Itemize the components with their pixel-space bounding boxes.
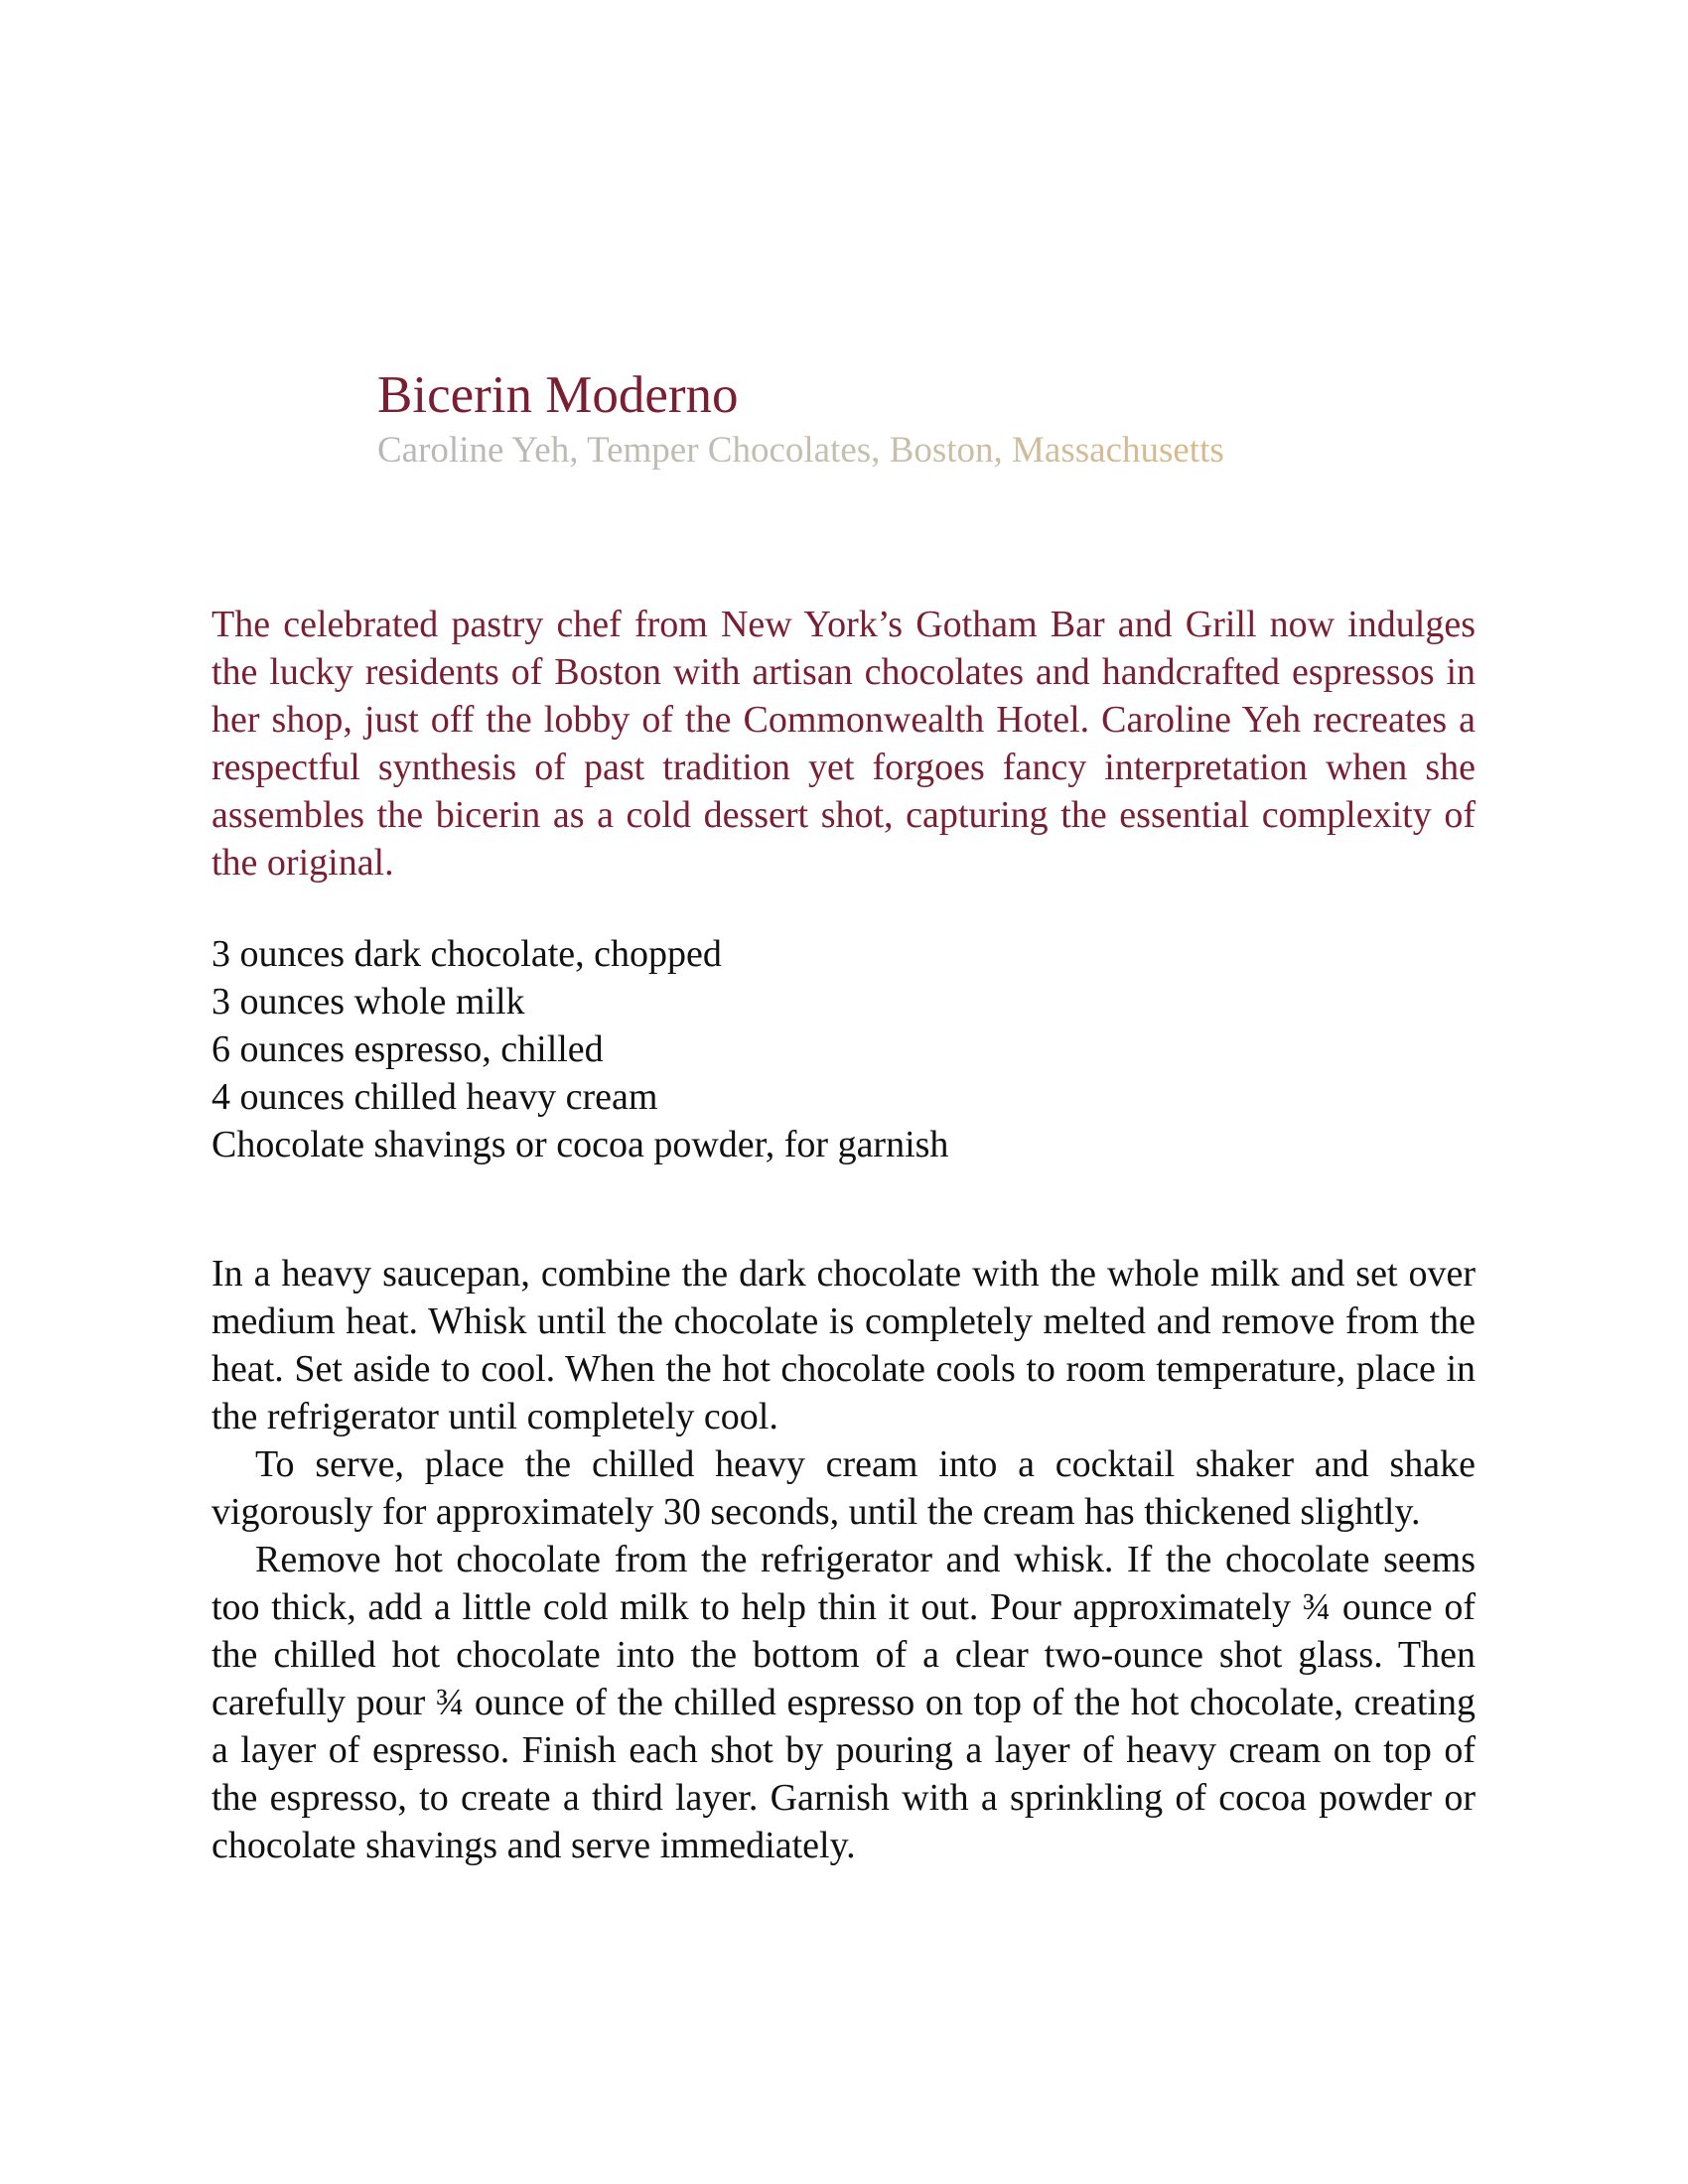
- ingredient-item: 3 ounces dark chocolate, chopped: [211, 933, 722, 975]
- recipe-intro: The celebrated pastry chef from New York’s Gotham Bar and Grill now indulges the lucky residents of Boston with artisan chocolates and handcrafted espressos in her shop, just off the lobby of the Commonwealth Hotel. Caroline Yeh recreates a respectful synthesis of past tradition yet forgoes fancy interpretation when she assembles the bicerin as a cold dessert shot, capturing the essential complexity of the original.: [211, 604, 1476, 884]
- ingredient-item: 3 ounces whole milk: [211, 981, 525, 1023]
- method-section: [211, 1250, 1476, 1869]
- recipe-title: Bicerin Moderno: [377, 366, 739, 424]
- ingredient-item: Chocolate shavings or cocoa powder, for garnish: [211, 1124, 949, 1165]
- recipe-header: [377, 363, 1470, 475]
- method-paragraph: To serve, place the chilled heavy cream into a cocktail shaker and shake vigorously for approximately 30 seconds, until the cream has thickened slightly.: [211, 1443, 1476, 1533]
- ingredient-item: 4 ounces chilled heavy cream: [211, 1076, 658, 1118]
- recipe-byline: Caroline Yeh, Temper Chocolates, Boston, Massachusetts: [377, 427, 1470, 475]
- ingredient-item: 6 ounces espresso, chilled: [211, 1028, 604, 1070]
- ingredient-list: [211, 930, 1476, 1168]
- method-paragraph: In a heavy saucepan, combine the dark chocolate with the whole milk and set over medium heat. Whisk until the chocolate is completely melted and remove from the heat. Set aside to cool. When the hot chocolate cools to room temperature, place in the refrigerator until completely cool.: [211, 1253, 1476, 1437]
- method-paragraph: Remove hot chocolate from the refrigerator and whisk. If the chocolate seems too thick, add a little cold milk to help thin it out. Pour approximately ¾ ounce of the chilled hot chocolate into the bottom of a clear two-ounce shot glass. Then carefully pour ¾ ounce of the chilled espresso on top of the hot chocolate, creating a layer of espresso. Finish each shot by pouring a layer of heavy cream on top of the espresso, to create a third layer. Garnish with a sprinkling of cocoa powder or chocolate shavings and serve immediately.: [211, 1539, 1476, 1866]
